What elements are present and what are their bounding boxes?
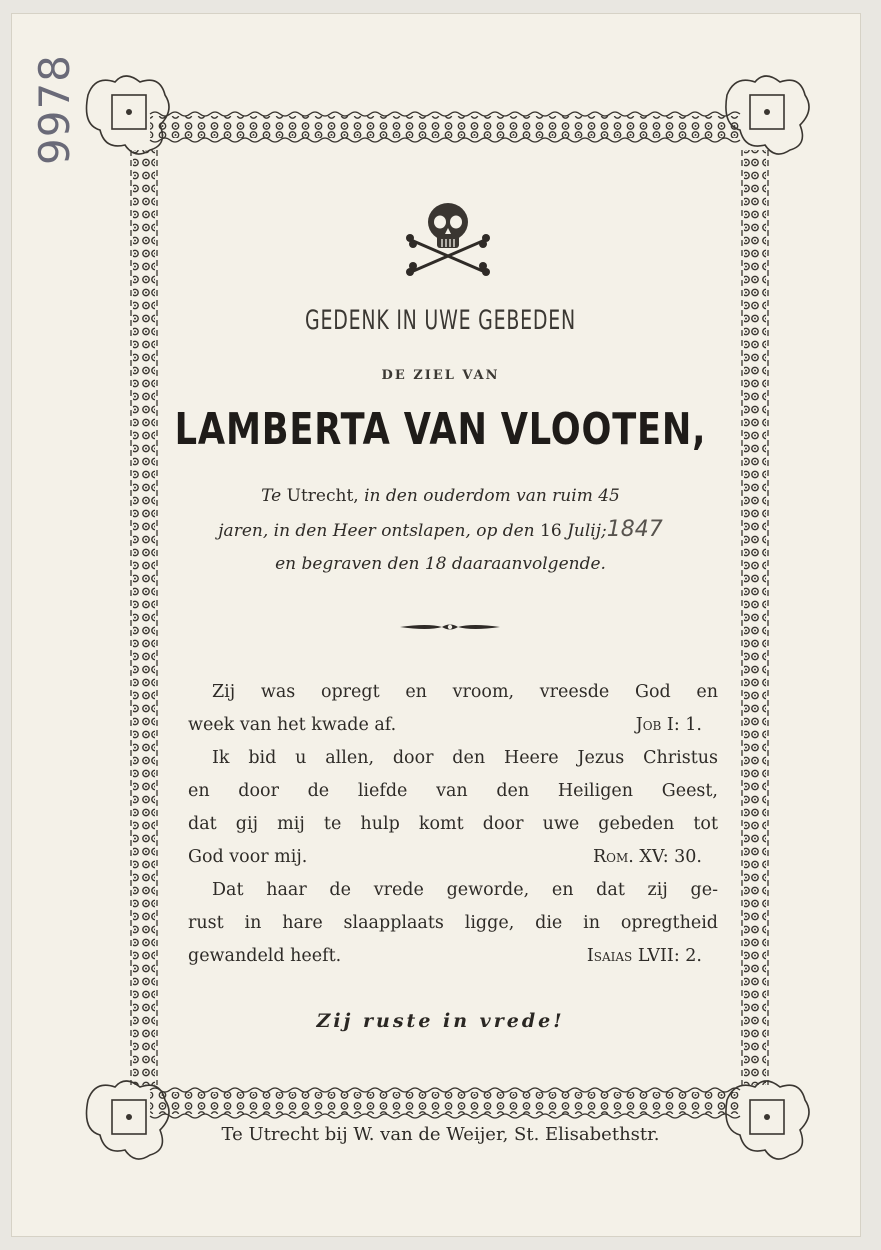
inventory-number: 9978 — [30, 54, 79, 165]
rest-in-peace: Zij ruste in vrede! — [316, 1010, 565, 1032]
verse-closing-line: God voor mij. Rom. XV: 30. — [188, 841, 718, 874]
divider-ornament — [398, 620, 502, 634]
scripture-reference: Isaias LVII: 2. — [586, 946, 702, 966]
verse-line: en door de liefde van den Heiligen Geest, — [188, 781, 718, 801]
scripture-reference: Rom. XV: 30. — [592, 847, 702, 867]
printer-imprint: Te Utrecht bij W. van de Weijer, St. Elisabethstr. — [221, 1124, 660, 1145]
verse-closing-line: gewandeld heeft. Isaias LVII: 2. — [188, 940, 718, 973]
skull-crossbones-icon — [405, 198, 491, 278]
verse-line: Ik bid u allen, door den Heere Jezus Christus — [212, 748, 718, 768]
verse-line: Dat haar de vrede geworde, en dat zij ge- — [212, 880, 718, 900]
verse-line: rust in hare slaapplaats ligge, die in opregtheid — [188, 913, 718, 933]
scripture-reference: Job I: 1. — [635, 715, 702, 735]
verse-line: dat gij mij te hulp komt door uwe gebeden tot — [188, 814, 718, 834]
handwritten-year: 1847 — [606, 517, 663, 542]
heading-pray: GEDENK IN UWE GEBEDEN — [305, 305, 576, 336]
verse-line: Zij was opregt en vroom, vreesde God en — [212, 682, 718, 702]
verse-closing-line: week van het kwade af. Job I: 1. — [188, 709, 718, 742]
scripture-verses — [188, 676, 718, 973]
death-notice: Te Utrecht, in den ouderdom van ruim 45 jaren, in den Heer ontslapen, op den 16 Julij;1847 en begraven den 18 daaraanvolgende. — [218, 486, 663, 574]
deceased-name: LAMBERTA VAN VLOOTEN, — [174, 404, 707, 455]
heading-soul-of: DE ZIEL VAN — [381, 368, 500, 383]
